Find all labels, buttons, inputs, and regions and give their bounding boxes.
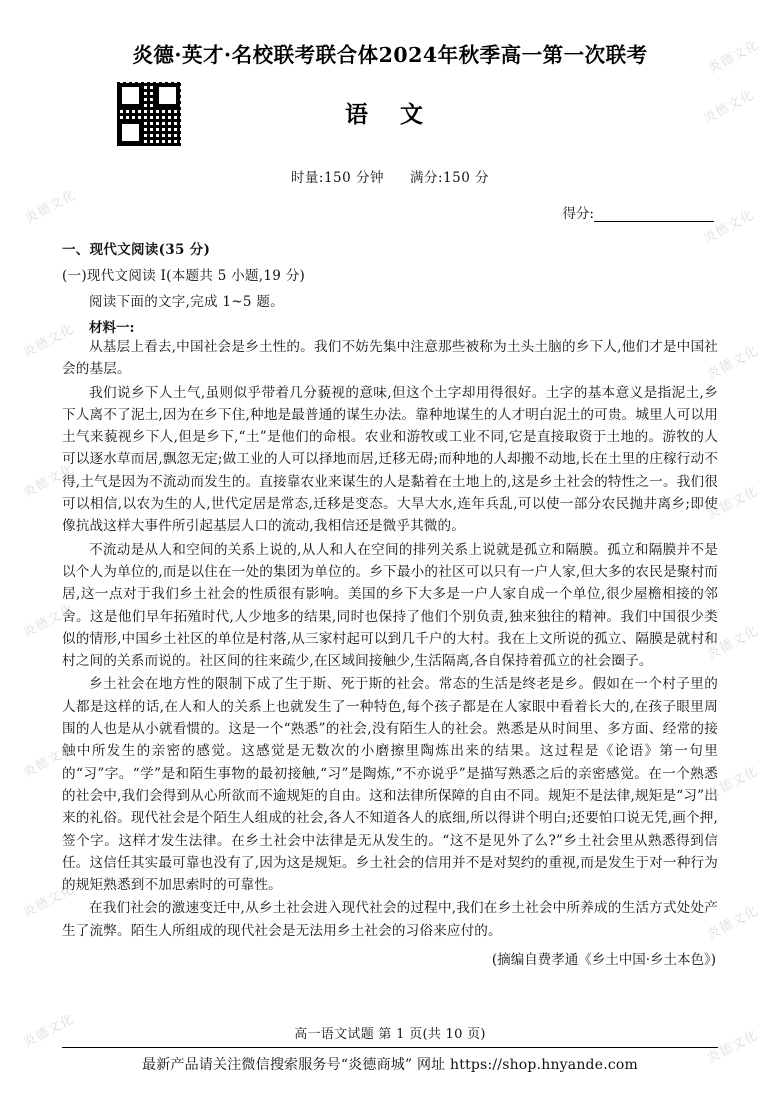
score-blank[interactable] xyxy=(594,208,714,222)
qr-code-icon xyxy=(117,82,181,146)
subject-row xyxy=(62,80,718,144)
promo-text: 最新产品请关注微信搜索服务号“炎德商城” 网址 https://shop.hnyande.com xyxy=(142,1057,638,1073)
page-number: 高一语文试题 第 1 页(共 10 页) xyxy=(294,1027,486,1042)
watermark: 炎德文化 xyxy=(20,881,78,922)
watermark: 炎德文化 xyxy=(700,87,758,128)
score-label: 得分: xyxy=(562,206,594,222)
material-label: 材料一: xyxy=(89,320,135,336)
subject-name: 语 文 xyxy=(344,101,435,128)
paragraph: 乡土社会在地方性的限制下成了生于斯、死于斯的社会。常态的生活是终老是乡。假如在一个村子里的人都是这样的话,在人和人的关系上也就发生了一种特色,每个孩子都是在人家眼中看着长大的,在孩子眼里周围的人也是从小就看惯的。这是一个“熟悉”的社会,没有陌生人的社会。熟悉是从时间里、多方面、经常的接触中所发生的亲密的感觉。这感觉是无数次的小磨擦里陶炼出来的结果。这过程是《论语》第一句里的“习”字。“学”是和陌生事物的最初接触,“习”是陶炼,“不亦说乎”是描写熟悉之后的亲密感觉。在一个熟悉的社会中,我们会得到从心所欲而不逾规矩的自由。这和法律所保障的自由不同。规矩不是法律,规矩是“习”出来的礼俗。现代社会是个陌生人组成的社会,各人不知道各人的底细,所以得讲个明白;还要怕口说无凭,画个押,签个字。这样才发生法律。在乡土社会中法律是无从发生的。“这不是见外了么?”乡土社会里从熟悉得到信任。这信任其实最可靠也没有了,因为这是规矩。乡土社会的信用并不是对契约的重视,而是发生于对一种行为的规矩熟悉到不加思索时的可靠性。 xyxy=(62,676,718,894)
score-field xyxy=(62,202,718,222)
watermark: 炎德文化 xyxy=(20,1011,78,1052)
watermark: 炎德文化 xyxy=(22,187,80,228)
watermark: 炎德文化 xyxy=(704,763,762,804)
watermark: 炎德文化 xyxy=(700,207,758,248)
watermark: 炎德文化 xyxy=(704,623,762,664)
section-heading: 一、现代文阅读(35 分) xyxy=(62,242,211,258)
watermark: 炎德文化 xyxy=(20,601,78,642)
page-title: 炎德·英才·名校联考联合体2024年秋季高一第一次联考 xyxy=(132,43,648,67)
paragraph: 我们说乡下人土气,虽则似乎带着几分藐视的意味,但这个土字却用得很好。土字的基本意义是指泥土,乡下人离不了泥土,因为在乡下住,种地是最普通的谋生办法。靠种地谋生的人才明白泥土的可贵。城里人可以用土气来藐视乡下人,但是乡下,“土”是他们的命根。农业和游牧或工业不同,它是直接取资于土地的。游牧的人可以逐水草而居,飘忽无定;做工业的人可以择地而居,迁移无碍;而种地的人却搬不动地,长在土里的庄稼行动不得,土气是因为不流动而发生的。直接靠农业来谋生的人是黏着在土地上的,这是乡土社会的特性之一。我们很可以相信,以农为生的人,世代定居是常态,迁移是变态。大旱大水,连年兵乱,可以使一部分农民抛井离乡;即使像抗战这样大事件所引起基层人口的流动,我相信还是微乎其微的。 xyxy=(62,384,718,535)
paragraph: 在我们社会的激速变迁中,从乡土社会进入现代社会的过程中,我们在乡土社会中所养成的生活方式处处产生了流弊。陌生人所组成的现代社会是无法用乡土社会的习俗来应付的。 xyxy=(62,900,718,939)
watermark: 炎德文化 xyxy=(20,741,78,782)
total-score-label: 满分:150 分 xyxy=(410,170,490,186)
time-label: 时量:150 分钟 xyxy=(290,170,384,186)
paragraph: 不流动是从人和空间的关系上说的,从人和人在空间的排列关系上说就是孤立和隔膜。孤立和隔膜并不是以个人为单位的,而是以住在一处的集团为单位的。乡下最小的社区可以只有一户人家,但大多的农民是聚村而居,这一点对于我们乡土社会的性质很有影响。美国的乡下大多是一户人家自成一个单位,很少屋檐相接的邻舍。这是他们早年拓殖时代,人少地多的结果,同时也保持了他们个别负责,独来独往的精神。我们中国很少类似的情形,中国乡土社区的单位是村落,从三家村起可以到几千户的大村。我在上文所说的孤立、隔膜是就村和村之间的关系而说的。社区间的往来疏少,在区域间接触少,生活隔离,各自保持着孤立的社会圈子。 xyxy=(62,541,718,670)
page-footer xyxy=(0,1023,780,1074)
watermark: 炎德文化 xyxy=(704,343,762,384)
watermark: 炎德文化 xyxy=(704,903,762,944)
watermark: 炎德文化 xyxy=(20,461,78,502)
watermark: 炎德文化 xyxy=(20,321,78,362)
footer-divider xyxy=(62,1047,718,1048)
subsection-heading: (一)现代文阅读 I(本题共 5 小题,19 分) xyxy=(62,268,306,284)
instruction-text: 阅读下面的文字,完成 1~5 题。 xyxy=(89,294,284,310)
exam-meta xyxy=(62,166,718,186)
source-note: (摘编自费孝通《乡土中国·乡土本色》) xyxy=(491,952,716,969)
watermark: 炎德文化 xyxy=(704,483,762,524)
paragraph: 从基层上看去,中国社会是乡土性的。我们不妨先集中注意那些被称为土头土脑的乡下人,他们才是中国社会的基层。 xyxy=(62,339,718,378)
watermark: 炎德文化 xyxy=(704,1027,762,1068)
watermark: 炎德文化 xyxy=(705,37,763,78)
